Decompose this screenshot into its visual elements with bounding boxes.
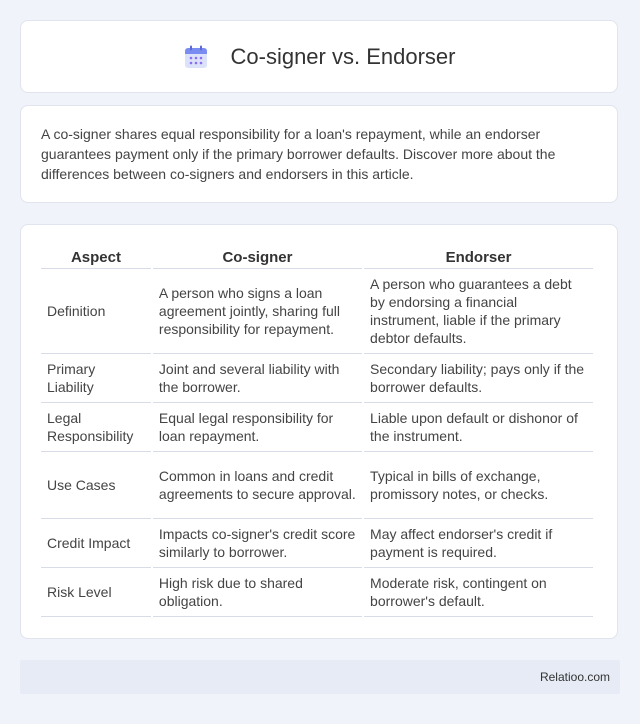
endorser-cell: May affect endorser's credit if payment is required. <box>364 519 593 568</box>
aspect-cell: Legal Responsibility <box>41 403 151 452</box>
table-row <box>41 269 593 354</box>
table-row <box>41 354 593 403</box>
aspect-cell: Use Cases <box>41 452 151 519</box>
cosigner-cell: Impacts co-signer's credit score similarly to borrower. <box>153 519 362 568</box>
endorser-cell: Liable upon default or dishonor of the instrument. <box>364 403 593 452</box>
cosigner-cell: Equal legal responsibility for loan repayment. <box>153 403 362 452</box>
intro-text: A co-signer shares equal responsibility for a loan's repayment, while an endorser guarantees payment only if the primary borrower defaults. Discover more about the differences between co-signers and endorsers in this article. <box>41 126 556 182</box>
table-row <box>41 403 593 452</box>
cosigner-cell: High risk due to shared obligation. <box>153 568 362 617</box>
table-row <box>41 568 593 617</box>
page-title: Co-signer vs. Endorser <box>230 43 456 69</box>
table-row <box>41 452 593 519</box>
title-card <box>20 20 618 93</box>
endorser-cell: Moderate risk, contingent on borrower's default. <box>364 568 593 617</box>
aspect-cell: Definition <box>41 269 151 354</box>
table-header-row <box>41 245 593 269</box>
aspect-cell: Primary Liability <box>41 354 151 403</box>
header-aspect: Aspect <box>41 245 151 269</box>
calendar-icon <box>183 44 209 70</box>
endorser-cell: A person who guarantees a debt by endorsing a financial instrument, liable if the primary debtor defaults. <box>364 269 593 354</box>
footer <box>20 660 620 694</box>
comparison-card <box>20 224 618 639</box>
endorser-cell: Secondary liability; pays only if the borrower defaults. <box>364 354 593 403</box>
header-endorser: Endorser <box>364 245 593 269</box>
cosigner-cell: Common in loans and credit agreements to secure approval. <box>153 452 362 519</box>
comparison-table <box>39 245 595 617</box>
cosigner-cell: Joint and several liability with the borrower. <box>153 354 362 403</box>
aspect-cell: Risk Level <box>41 568 151 617</box>
intro-card <box>20 105 618 203</box>
aspect-cell: Credit Impact <box>41 519 151 568</box>
endorser-cell: Typical in bills of exchange, promissory notes, or checks. <box>364 452 593 519</box>
cosigner-cell: A person who signs a loan agreement jointly, sharing full responsibility for repayment. <box>153 269 362 354</box>
table-row <box>41 519 593 568</box>
header-cosigner: Co-signer <box>153 245 362 269</box>
footer-brand: Relatioo.com <box>539 670 610 684</box>
